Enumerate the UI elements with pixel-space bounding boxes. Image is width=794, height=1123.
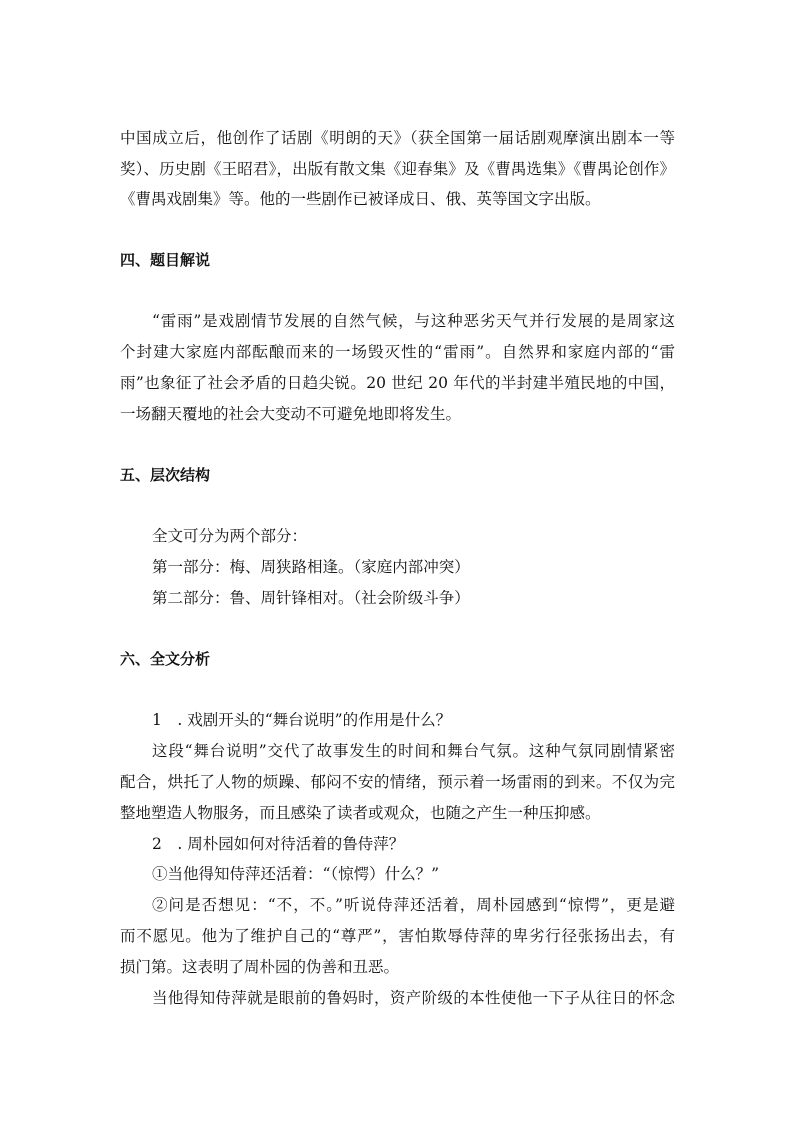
intro-line-3: 《曹禺戏剧集》等。他的一些剧作已被译成日、俄、英等国文字出版。: [120, 190, 601, 208]
section-heading-6: 六、全文分析: [120, 650, 211, 668]
answer-1-line-3: 整地塑造人物服务，而且感染了读者或观众，也随之产生一种压抑感。: [120, 804, 601, 822]
section5-line-2: 第一部分：梅、周狭路相逢。（家庭内部冲突）: [152, 558, 470, 576]
section5-line-1: 全文可分为两个部分：: [152, 527, 308, 545]
intro-line-2: 奖）、历史剧《王昭君》，出版有散文集《迎春集》及《曹禺选集》《曹禺论创作》: [120, 160, 675, 178]
section4-line-2: 个封建大家庭内部酝酿而来的一场毁灭性的“雷雨”。自然界和家庭内部的“雷: [120, 343, 675, 361]
answer-2-point-2-line-2: 而不愿见。他为了维护自己的“尊严”，害怕欺辱侍萍的卑劣行径张扬出去，有: [120, 927, 675, 945]
intro-line-1: 中国成立后，他创作了话剧《明朗的天》（获全国第一届话剧观摩演出剧本一等: [120, 129, 675, 147]
section-heading-4: 四、题目解说: [120, 251, 211, 269]
section-heading-5: 五、层次结构: [120, 466, 211, 484]
answer-2-point-2-line-3: 损门第。这表明了周朴园的伪善和丑恶。: [120, 958, 400, 976]
section4-line-3: 雨”也象征了社会矛盾的日趋尖锐。20 世纪 20 年代的半封建半殖民地的中国，: [120, 374, 675, 392]
answer-2-point-1: ①当他得知侍萍还活着：“（惊愕）什么？”: [152, 865, 440, 883]
answer-2-point-2-line-1: ②问是否想见：“不，不。”听说侍萍还活着，周朴园感到“惊愕”，更是避: [152, 896, 675, 914]
answer-2-point-3: 当他得知侍萍就是眼前的鲁妈时，资产阶级的本性使他一下子从往日的怀念: [152, 989, 675, 1007]
question-2: 2 . 周朴园如何对待活着的鲁侍萍？: [152, 835, 405, 853]
question-1: 1 . 戏剧开头的“舞台说明”的作用是什么？: [152, 711, 452, 729]
section5-line-3: 第二部分：鲁、周针锋相对。（社会阶级斗争）: [152, 589, 470, 607]
answer-1-line-2: 配合，烘托了人物的烦躁、郁闷不安的情绪，预示着一场雷雨的到来。不仅为完: [120, 773, 675, 791]
section4-line-4: 一场翻天覆地的社会大变动不可避免地即将发生。: [120, 405, 462, 423]
section4-line-1: “雷雨”是戏剧情节发展的自然气候，与这种恶劣天气并行发展的是周家这: [152, 312, 675, 330]
answer-1-line-1: 这段“舞台说明”交代了故事发生的时间和舞台气氛。这种气氛同剧情紧密: [152, 742, 675, 760]
